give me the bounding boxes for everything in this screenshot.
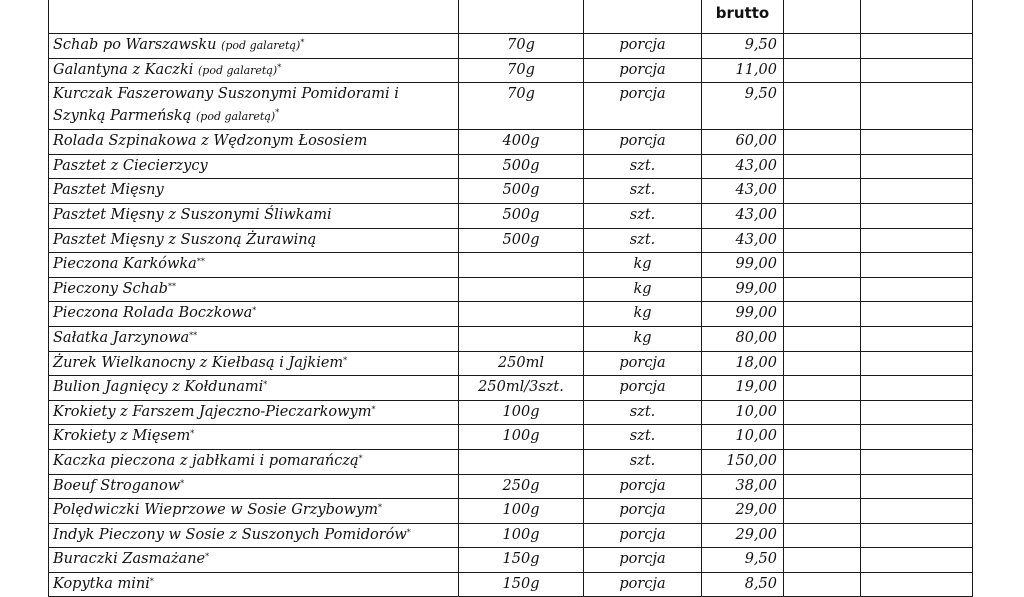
empty-cell	[861, 34, 973, 59]
unit-cell: porcja	[584, 548, 702, 573]
footnote-marker: **	[167, 281, 176, 291]
weight-cell	[459, 326, 584, 351]
footnote-marker: *	[180, 478, 185, 488]
weight-cell	[459, 302, 584, 327]
table-row	[49, 474, 973, 499]
footnote-marker: *	[205, 552, 210, 562]
product-name-cell	[49, 326, 459, 351]
price-cell: 18,00	[702, 351, 784, 376]
price-cell: 10,00	[702, 425, 784, 450]
header-cell-name	[49, 0, 459, 34]
empty-cell	[861, 130, 973, 155]
empty-cell	[784, 228, 861, 253]
table-row	[49, 523, 973, 548]
product-name: Pieczona Rolada Boczkowa	[53, 305, 253, 322]
product-name-cell	[49, 351, 459, 376]
header-cell-extra-1	[784, 0, 861, 34]
unit-cell: kg	[584, 253, 702, 278]
product-name-cell	[49, 302, 459, 327]
empty-cell	[784, 474, 861, 499]
table-row	[49, 83, 973, 130]
footnote-marker: *	[190, 429, 195, 439]
footnote-marker: *	[377, 503, 382, 513]
product-name: Galantyna z Kaczki	[53, 61, 194, 78]
empty-cell	[861, 326, 973, 351]
table-row	[49, 400, 973, 425]
empty-cell	[784, 425, 861, 450]
header-cell-unit	[584, 0, 702, 34]
price-cell: 10,00	[702, 400, 784, 425]
unit-cell: kg	[584, 302, 702, 327]
price-cell: 99,00	[702, 253, 784, 278]
price-cell: 80,00	[702, 326, 784, 351]
header-price-label: brutto	[702, 0, 784, 34]
product-name: Pasztet z Ciecierzycy	[53, 157, 208, 174]
empty-cell	[784, 499, 861, 524]
product-name: Schab po Warszawsku	[53, 37, 217, 53]
table-row	[49, 499, 973, 524]
footnote-marker: *	[252, 306, 257, 316]
empty-cell	[784, 351, 861, 376]
unit-cell: porcja	[584, 499, 702, 524]
table-row	[49, 548, 973, 573]
product-name-cell	[49, 34, 459, 59]
unit-cell: szt.	[584, 154, 702, 179]
empty-cell	[861, 449, 973, 474]
weight-cell: 500g	[459, 179, 584, 204]
product-name-cell	[49, 228, 459, 253]
weight-cell: 100g	[459, 425, 584, 450]
weight-cell	[459, 449, 584, 474]
unit-cell: porcja	[584, 130, 702, 155]
empty-cell	[861, 154, 973, 179]
weight-cell: 250g	[459, 474, 584, 499]
price-cell: 43,00	[702, 203, 784, 228]
table-row	[49, 58, 973, 83]
unit-cell: szt.	[584, 179, 702, 204]
price-cell: 19,00	[702, 376, 784, 401]
product-name: Pieczona Karkówka	[53, 256, 197, 273]
product-name-cell	[49, 499, 459, 524]
product-name: Buraczki Zasmażane	[53, 551, 206, 568]
weight-cell: 150g	[459, 548, 584, 573]
table-row	[49, 154, 973, 179]
product-name-cell	[49, 548, 459, 573]
unit-cell: szt.	[584, 425, 702, 450]
unit-cell: szt.	[584, 400, 702, 425]
weight-cell: 100g	[459, 523, 584, 548]
weight-cell: 500g	[459, 154, 584, 179]
empty-cell	[784, 548, 861, 573]
product-name: Kopytka mini	[53, 575, 150, 592]
product-name-cell	[49, 203, 459, 228]
unit-cell: porcja	[584, 474, 702, 499]
table-row	[49, 34, 973, 59]
product-name-cell	[49, 179, 459, 204]
unit-cell: porcja	[584, 58, 702, 83]
empty-cell	[784, 130, 861, 155]
price-cell: 38,00	[702, 474, 784, 499]
empty-cell	[861, 179, 973, 204]
weight-cell: 400g	[459, 130, 584, 155]
price-cell: 43,00	[702, 228, 784, 253]
footnote-marker: **	[189, 330, 198, 340]
price-cell: 9,50	[702, 83, 784, 130]
unit-cell: kg	[584, 326, 702, 351]
product-name: Bulion Jagnięcy z Kołdunami	[53, 379, 264, 396]
product-name: Pasztet Mięsny z Suszoną Żurawiną	[53, 231, 317, 248]
unit-cell: porcja	[584, 572, 702, 597]
weight-cell: 250ml	[459, 351, 584, 376]
price-cell: 99,00	[702, 277, 784, 302]
footnote-marker: *	[149, 576, 154, 586]
product-name-cell	[49, 253, 459, 278]
empty-cell	[861, 253, 973, 278]
price-cell: 29,00	[702, 523, 784, 548]
empty-cell	[861, 83, 973, 130]
table-row	[49, 351, 973, 376]
unit-cell: porcja	[584, 83, 702, 130]
product-name: Kurczak Faszerowany Suszonymi Pomidorami i Szynką Parmeńską	[53, 86, 399, 125]
empty-cell	[784, 58, 861, 83]
empty-cell	[861, 474, 973, 499]
empty-cell	[861, 203, 973, 228]
price-cell: 43,00	[702, 154, 784, 179]
price-cell: 9,50	[702, 34, 784, 59]
price-cell: 9,50	[702, 548, 784, 573]
table-row	[49, 179, 973, 204]
footnote-marker: *	[358, 453, 363, 463]
empty-cell	[784, 302, 861, 327]
footnote-marker: **	[196, 257, 205, 267]
weight-cell	[459, 277, 584, 302]
empty-cell	[861, 228, 973, 253]
table-row	[49, 277, 973, 302]
product-name-cell	[49, 154, 459, 179]
table-row	[49, 228, 973, 253]
product-name: Krokiety z Farszem Jajeczno-Pieczarkowym	[53, 403, 372, 420]
price-cell: 29,00	[702, 499, 784, 524]
product-name: Żurek Wielkanocny z Kiełbasą i Jajkiem	[53, 354, 344, 371]
product-name-cell	[49, 83, 459, 130]
unit-cell: porcja	[584, 376, 702, 401]
empty-cell	[784, 34, 861, 59]
unit-cell: kg	[584, 277, 702, 302]
footnote-marker: *	[263, 380, 268, 390]
header-row	[49, 0, 973, 34]
unit-cell: szt.	[584, 203, 702, 228]
product-name-cell	[49, 130, 459, 155]
empty-cell	[784, 179, 861, 204]
empty-cell	[861, 376, 973, 401]
table-row	[49, 253, 973, 278]
table-row	[49, 326, 973, 351]
weight-cell: 70g	[459, 83, 584, 130]
price-cell: 99,00	[702, 302, 784, 327]
product-name: Krokiety z Mięsem	[53, 428, 191, 445]
product-name: Rolada Szpinakowa z Wędzonym Łososiem	[53, 133, 368, 150]
unit-cell: porcja	[584, 351, 702, 376]
price-cell: 60,00	[702, 130, 784, 155]
empty-cell	[784, 449, 861, 474]
footnote-marker: *	[300, 38, 305, 47]
product-name-cell	[49, 376, 459, 401]
product-name: Sałatka Jarzynowa	[53, 329, 190, 346]
empty-cell	[861, 277, 973, 302]
empty-cell	[861, 58, 973, 83]
empty-cell	[861, 548, 973, 573]
unit-cell: szt.	[584, 449, 702, 474]
weight-cell: 70g	[459, 34, 584, 59]
price-cell: 11,00	[702, 58, 784, 83]
weight-cell: 70g	[459, 58, 584, 83]
table-row	[49, 302, 973, 327]
footnote-marker: *	[277, 62, 282, 72]
empty-cell	[784, 203, 861, 228]
product-name-cell	[49, 523, 459, 548]
product-name-cell	[49, 425, 459, 450]
price-cell: 8,50	[702, 572, 784, 597]
price-cell: 150,00	[702, 449, 784, 474]
price-table	[48, 0, 973, 597]
empty-cell	[861, 499, 973, 524]
product-name-cell	[49, 474, 459, 499]
product-serving-note: (pod galaretą)	[197, 63, 278, 77]
footnote-marker: *	[343, 355, 348, 365]
empty-cell	[784, 154, 861, 179]
table-row	[49, 130, 973, 155]
weight-cell: 150g	[459, 572, 584, 597]
table-row	[49, 203, 973, 228]
empty-cell	[861, 400, 973, 425]
product-name: Pasztet Mięsny	[53, 182, 164, 199]
footnote-marker: *	[371, 404, 376, 414]
empty-cell	[784, 326, 861, 351]
product-name: Polędwiczki Wieprzowe w Sosie Grzybowym	[53, 502, 378, 519]
weight-cell: 500g	[459, 203, 584, 228]
unit-cell: szt.	[584, 228, 702, 253]
header-cell-extra-2	[861, 0, 973, 34]
product-name-cell	[49, 449, 459, 474]
empty-cell	[784, 83, 861, 130]
weight-cell: 100g	[459, 400, 584, 425]
weight-cell	[459, 253, 584, 278]
weight-cell: 250ml/3szt.	[459, 376, 584, 401]
table-row	[49, 449, 973, 474]
empty-cell	[784, 523, 861, 548]
table-row	[49, 376, 973, 401]
empty-cell	[861, 302, 973, 327]
product-name: Boeuf Stroganow	[53, 477, 181, 494]
empty-cell	[784, 376, 861, 401]
footnote-marker: *	[406, 527, 411, 537]
product-name: Pasztet Mięsny z Suszonymi Śliwkami	[53, 206, 332, 223]
product-name: Kaczka pieczona z jabłkami i pomarańczą	[53, 452, 359, 469]
unit-cell: porcja	[584, 34, 702, 59]
product-serving-note: (pod galaretą)	[195, 110, 276, 124]
weight-cell: 100g	[459, 499, 584, 524]
empty-cell	[861, 425, 973, 450]
empty-cell	[861, 523, 973, 548]
product-name: Indyk Pieczony w Sosie z Suszonych Pomidorów	[53, 526, 407, 543]
empty-cell	[861, 351, 973, 376]
product-name-cell	[49, 277, 459, 302]
product-name-cell	[49, 58, 459, 83]
footnote-marker: *	[275, 108, 280, 118]
price-list-sheet	[48, 0, 973, 597]
empty-cell	[784, 253, 861, 278]
header-cell-weight	[459, 0, 584, 34]
weight-cell: 500g	[459, 228, 584, 253]
table-row	[49, 425, 973, 450]
empty-cell	[784, 277, 861, 302]
product-serving-note: (pod galaretą)	[221, 39, 301, 52]
product-name-cell	[49, 400, 459, 425]
product-name: Pieczony Schab	[53, 280, 168, 297]
price-cell: 43,00	[702, 179, 784, 204]
empty-cell	[784, 400, 861, 425]
unit-cell: porcja	[584, 523, 702, 548]
